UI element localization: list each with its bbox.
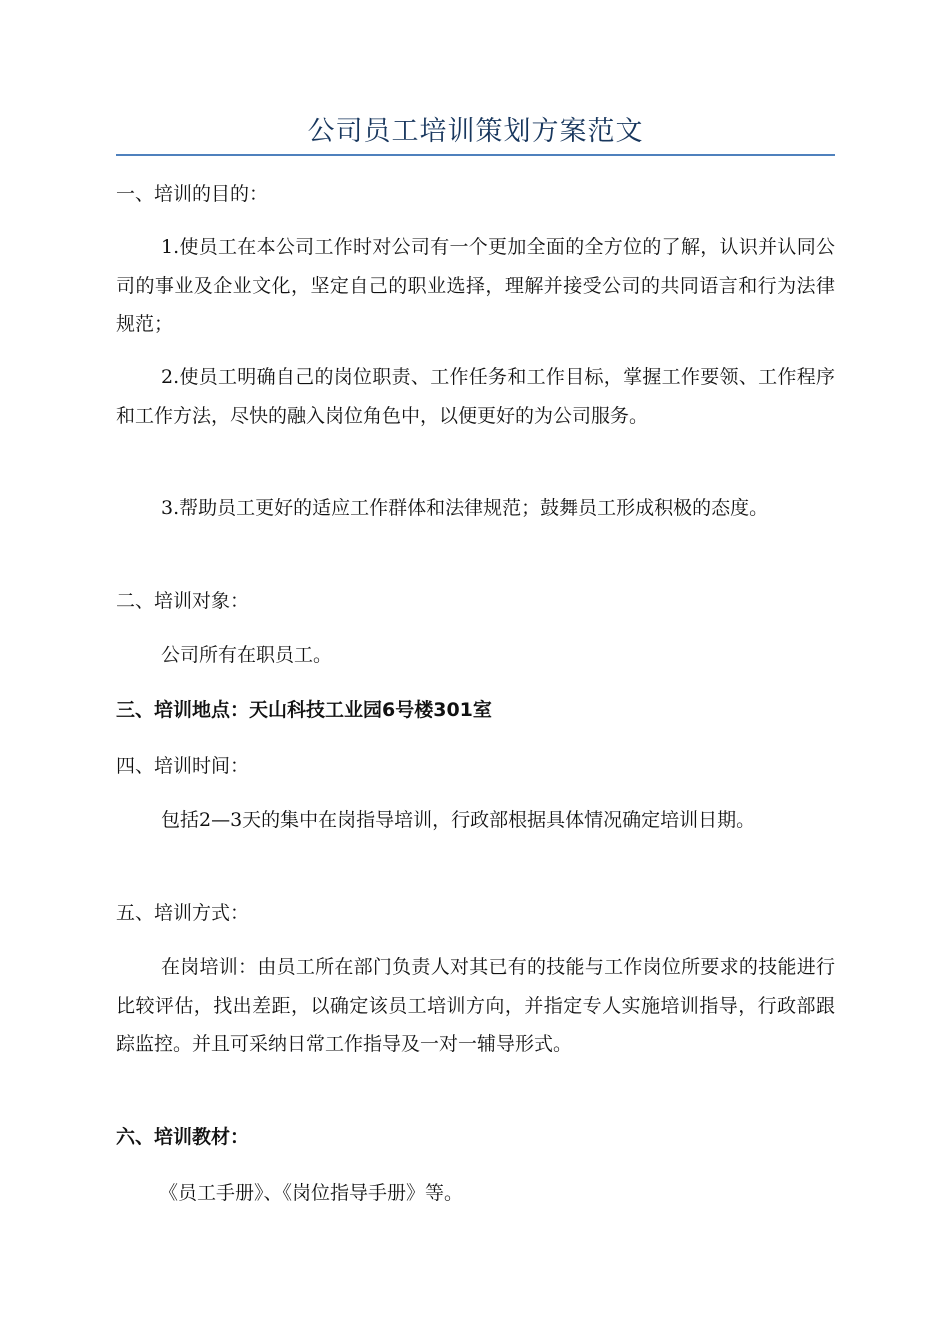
section-4-heading: 四、培训时间： [116, 755, 250, 777]
title-underline [116, 154, 835, 156]
section-2-body: 公司所有在职员工。 [161, 644, 333, 666]
document-title: 公司员工培训策划方案范文 [307, 116, 644, 147]
section-3-heading: 三、培训地点：天山科技工业园6号楼301室 [116, 699, 492, 721]
section-1-item-2: 2.使员工明确自己的岗位职责、工作任务和工作目标，掌握工作要领、工作程序和工作方法，尽快的融入岗位角色中，以便更好的为公司服务。 [116, 366, 835, 427]
section-6-body: 《员工手册》、《岗位指导手册》等。 [159, 1182, 464, 1204]
section-5-heading: 五、培训方式： [116, 902, 250, 924]
section-1-item-1: 1.使员工在本公司工作时对公司有一个更加全面的全方位的了解，认识并认同公司的事业及企业文化，坚定自己的职业选择，理解并接受公司的共同语言和行为法律规范； [116, 236, 835, 335]
section-1-item-3: 3.帮助员工更好的适应工作群体和法律规范；鼓舞员工形成积极的态度。 [161, 497, 769, 519]
section-2-heading: 二、培训对象： [116, 590, 250, 612]
section-1-heading: 一、培训的目的： [116, 183, 269, 205]
section-5-body: 在岗培训：由员工所在部门负责人对其已有的技能与工作岗位所要求的技能进行比较评估，找出差距，以确定该员工培训方向，并指定专人实施培训指导，行政部跟踪监控。并且可采纳日常工作指导及一对一辅导形式。 [116, 956, 835, 1055]
section-4-body: 包括2—3天的集中在岗指导培训，行政部根据具体情况确定培训日期。 [161, 809, 756, 831]
section-6-heading: 六、培训教材： [116, 1126, 250, 1148]
